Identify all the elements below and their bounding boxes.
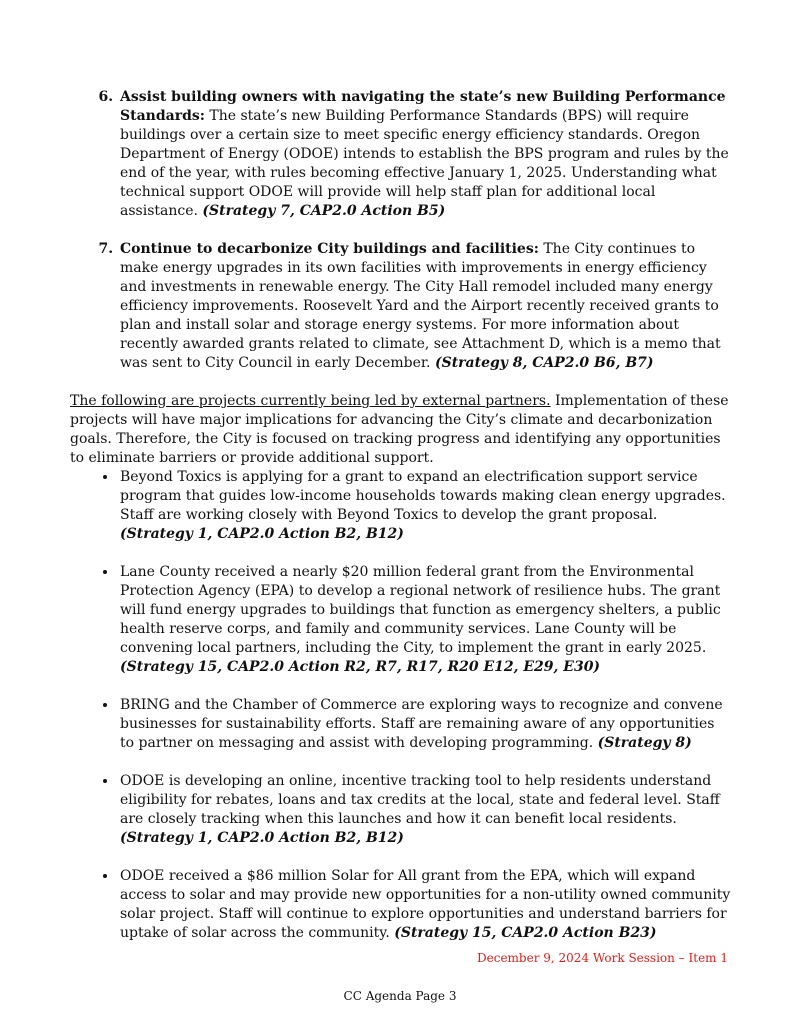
item-body: The state’s new Building Performance Standards (BPS) will require buildings over a certain size to meet specific energy efficiency standards. Oregon Department of Energy (ODOE) intends to establish the BPS program and rules by the end of the year, with rules becoming effective January 1, 2025. Understanding what technical support ODOE will provide will help staff plan for additional local assistance. — [120, 108, 729, 219]
partners-intro — [70, 392, 732, 468]
bullet-reference: (Strategy 1, CAP2.0 Action B2, B12) — [120, 830, 404, 846]
item-body: The City continues to make energy upgrades in its own facilities with improvements in energy efficiency and investments in renewable energy. The City Hall remodel included many energy efficiency improvements. Roosevelt Yard and the Airport recently received grants to plan and install solar and storage energy systems. For more information about recently awarded grants related to climate, see Attachment D, which is a memo that was sent to City Council in early December. — [120, 241, 721, 371]
work-session-footer: December 9, 2024 Work Session – Item 1 — [477, 951, 728, 965]
partners-intro-heading: The following are projects currently being led by external partners. — [70, 393, 551, 409]
bullet-reference: (Strategy 15, CAP2.0 Action R2, R7, R17, R20 E12, E29, E30) — [120, 659, 601, 675]
numbered-item-6 — [118, 88, 732, 221]
document-body — [70, 88, 732, 962]
numbered-item-7 — [118, 240, 732, 373]
agenda-page-number: CC Agenda Page 3 — [343, 989, 457, 1003]
bullet-body: Beyond Toxics is applying for a grant to expand an electrification support service program that guides low-income households towards making clean energy upgrades. Staff are working closely with Beyond Toxics to develop the grant proposal. — [120, 469, 726, 523]
numbered-list — [70, 88, 732, 373]
list-item — [118, 772, 732, 848]
item-reference: (Strategy 7, CAP2.0 Action B5) — [202, 203, 446, 219]
partners-intro-text: Implementation of these projects will have major implications for advancing the City’s climate and decarbonization goals. Therefore, the City is focused on tracking progress and identifying any opportunities to eliminate barriers or provide additional support. — [70, 393, 729, 466]
bullet-body: BRING and the Chamber of Commerce are exploring ways to recognize and convene businesses for sustainability efforts. Staff are remaining aware of any opportunities to partner on messaging and assist with developing programming. — [120, 697, 723, 751]
bullet-reference: (Strategy 15, CAP2.0 Action B23) — [394, 925, 657, 941]
bullet-body: ODOE is developing an online, incentive tracking tool to help residents understand eligibility for rebates, loans and tax credits at the local, state and federal level. Staff are closely tracking when this launches and how it can benefit local residents. — [120, 773, 720, 827]
bullet-reference: (Strategy 1, CAP2.0 Action B2, B12) — [120, 526, 404, 542]
list-item — [118, 563, 732, 677]
partner-projects-list — [70, 468, 732, 943]
bullet-body: Lane County received a nearly $20 million federal grant from the Environmental Protection Agency (EPA) to develop a regional network of resilience hubs. The grant will fund energy upgrades to buildings that function as emergency shelters, a public health reserve corps, and family and community services. Lane County will be convening local partners, including the City, to implement the grant in early 2025. — [120, 564, 721, 656]
item-reference: (Strategy 8, CAP2.0 B6, B7) — [434, 355, 654, 371]
bullet-reference: (Strategy 8) — [597, 735, 692, 751]
bullet-body: ODOE received a $86 million Solar for All grant from the EPA, which will expand access to solar and may provide new opportunities for a non-utility owned community solar project. Staff will continue to explore opportunities and understand barriers for uptake of solar across the community. — [120, 868, 731, 941]
item-lead: Continue to decarbonize City buildings and facilities: — [120, 241, 539, 257]
list-item — [118, 696, 732, 753]
list-item — [118, 468, 732, 544]
item-lead: Assist building owners with navigating the state’s new Building Performance Standards: — [120, 89, 726, 124]
list-item — [118, 867, 732, 943]
